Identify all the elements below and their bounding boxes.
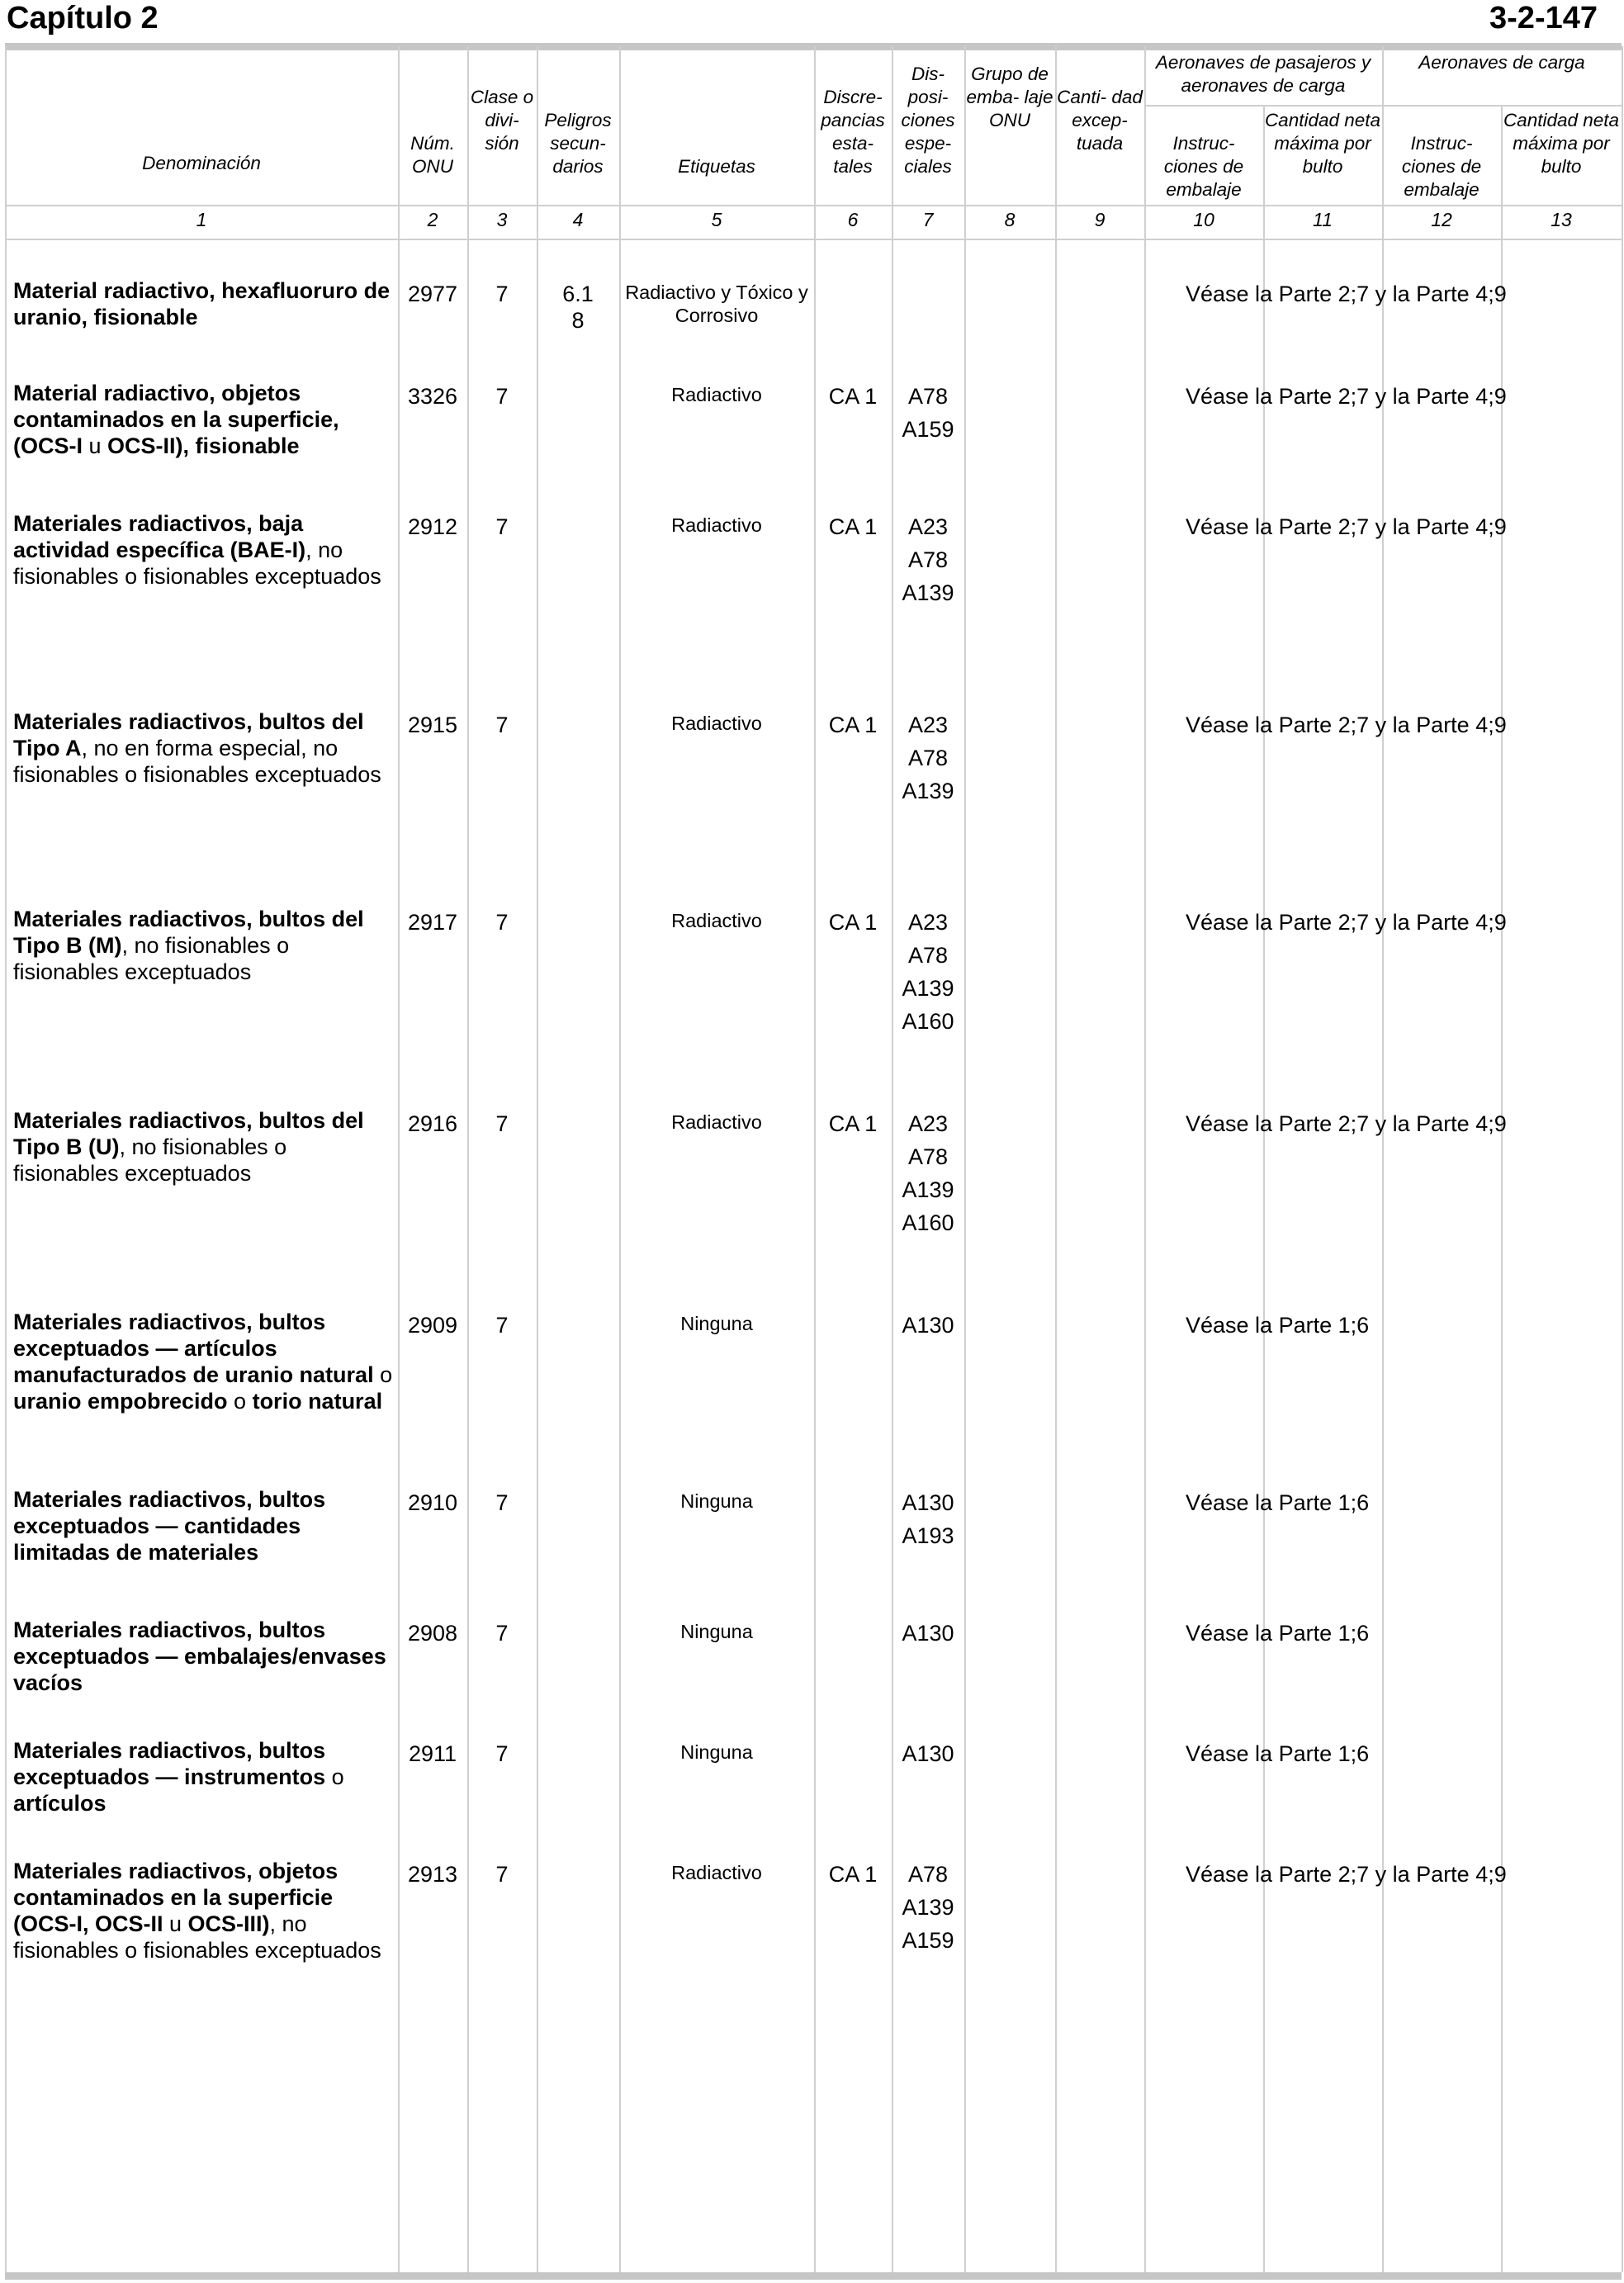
column-divider bbox=[467, 46, 469, 2272]
column-divider bbox=[1263, 106, 1265, 2272]
header-clase: Clase o divi- sión bbox=[470, 87, 534, 154]
column-number: 12 bbox=[1431, 209, 1452, 230]
row-see-reference: Véase la Parte 1;6 bbox=[1186, 1490, 1370, 1515]
row-un-number: 2917 bbox=[407, 910, 458, 935]
header-grupo-embalaje: Grupo de emba- laje ONU bbox=[966, 64, 1053, 130]
row-special-provisions: A78 A159 bbox=[902, 384, 954, 442]
row-labels: Ninguna bbox=[680, 1313, 753, 1334]
column-divider bbox=[1501, 106, 1503, 2272]
row-see-reference: Véase la Parte 2;7 y la Parte 4;9 bbox=[1186, 1111, 1507, 1136]
column-number: 13 bbox=[1551, 209, 1572, 230]
column-number: 10 bbox=[1193, 209, 1214, 230]
row-special-provisions: A130 bbox=[902, 1741, 954, 1766]
bottom-rule bbox=[5, 2272, 1622, 2280]
row-state-variations: CA 1 bbox=[828, 1862, 878, 1887]
column-divider bbox=[1144, 46, 1146, 2272]
row-state-variations: CA 1 bbox=[828, 910, 878, 935]
row-labels: Radiactivo bbox=[671, 713, 762, 734]
row-special-provisions: A130 bbox=[902, 1621, 954, 1646]
row-see-reference: Véase la Parte 2;7 y la Parte 4;9 bbox=[1186, 713, 1507, 737]
row-labels: Radiactivo bbox=[671, 910, 762, 931]
row-un-number: 2908 bbox=[407, 1621, 458, 1646]
row-class: 7 bbox=[495, 282, 509, 306]
column-divider bbox=[1622, 46, 1623, 2272]
header-disposiciones: Dis- posi- ciones espe- ciales bbox=[901, 64, 955, 177]
column-divider bbox=[1055, 46, 1057, 2272]
column-divider bbox=[964, 46, 966, 2272]
row-state-variations: CA 1 bbox=[828, 514, 878, 539]
row-state-variations: CA 1 bbox=[828, 1111, 878, 1136]
row-un-number: 2910 bbox=[407, 1490, 458, 1515]
row-class: 7 bbox=[495, 1313, 509, 1338]
row-labels: Radiactivo y Tóxico y Corrosivo bbox=[625, 282, 808, 326]
row-denominacion: Material radiactivo, hexafluoruro de uranio, fisionable bbox=[13, 278, 391, 329]
page-number: 3-2-147 bbox=[1489, 1, 1598, 36]
row-see-reference: Véase la Parte 2;7 y la Parte 4;9 bbox=[1186, 514, 1507, 539]
column-number: 6 bbox=[847, 209, 859, 230]
row-special-provisions: A23 A78 A139 bbox=[902, 514, 954, 605]
row-denominacion: Material radiactivo, objetos contaminados en la superficie, (OCS-I u OCS-II), fisionable bbox=[13, 381, 339, 458]
column-number: 4 bbox=[572, 209, 584, 230]
column-divider bbox=[814, 46, 816, 2272]
row-state-variations: CA 1 bbox=[828, 384, 878, 409]
row-see-reference: Véase la Parte 2;7 y la Parte 4;9 bbox=[1186, 910, 1507, 935]
column-divider bbox=[398, 46, 400, 2272]
row-special-provisions: A130 A193 bbox=[902, 1490, 954, 1548]
column-divider bbox=[1382, 46, 1384, 2272]
row-denominacion: Materiales radiactivos, bultos del Tipo B (U), no fisionables o fisionables exceptuados bbox=[13, 1108, 364, 1186]
row-un-number: 3326 bbox=[407, 384, 458, 409]
row-labels: Radiactivo bbox=[671, 1862, 762, 1883]
row-see-reference: Véase la Parte 2;7 y la Parte 4;9 bbox=[1186, 1862, 1507, 1887]
row-labels: Radiactivo bbox=[671, 384, 762, 405]
row-class: 7 bbox=[495, 1111, 509, 1136]
row-see-reference: Véase la Parte 1;6 bbox=[1186, 1621, 1370, 1646]
column-number-divider bbox=[5, 239, 1622, 240]
row-secondary-hazards: 6.1 8 bbox=[562, 282, 594, 333]
header-num-onu: Núm. ONU bbox=[410, 133, 455, 177]
row-denominacion: Materiales radiactivos, bultos exceptuados — cantidades limitadas de materiales bbox=[13, 1487, 326, 1565]
column-number: 3 bbox=[496, 209, 508, 230]
row-class: 7 bbox=[495, 713, 509, 737]
column-number: 2 bbox=[427, 209, 438, 230]
header-denominacion: Denominación bbox=[142, 153, 261, 173]
header-etiquetas: Etiquetas bbox=[678, 156, 755, 177]
row-denominacion: Materiales radiactivos, bultos exceptuados — artículos manufacturados de uranio natural o uranio empobrecido o torio natural bbox=[13, 1310, 393, 1414]
column-divider bbox=[5, 46, 7, 2272]
row-denominacion: Materiales radiactivos, bultos exceptuados — instrumentos o artículos bbox=[13, 1738, 344, 1816]
group-divider bbox=[1144, 105, 1622, 107]
row-denominacion: Materiales radiactivos, bultos del Tipo A, no en forma especial, no fisionables o fisionables exceptuados bbox=[13, 709, 381, 787]
row-un-number: 2915 bbox=[407, 713, 458, 737]
row-class: 7 bbox=[495, 1621, 509, 1646]
header-group-cargo: Aeronaves de carga bbox=[1418, 52, 1585, 73]
row-un-number: 2916 bbox=[407, 1111, 458, 1136]
row-un-number: 2913 bbox=[407, 1862, 458, 1887]
row-see-reference: Véase la Parte 1;6 bbox=[1186, 1741, 1370, 1766]
row-state-variations: CA 1 bbox=[828, 713, 878, 737]
header-cantidad-carga: Cantidad neta máxima por bulto bbox=[1503, 110, 1620, 177]
header-cantidad-exceptuada: Canti- dad excep- tuada bbox=[1057, 87, 1143, 154]
column-number: 7 bbox=[922, 209, 934, 230]
row-labels: Radiactivo bbox=[671, 514, 762, 536]
column-divider bbox=[537, 46, 538, 2272]
row-un-number: 2909 bbox=[407, 1313, 458, 1338]
row-see-reference: Véase la Parte 2;7 y la Parte 4;9 bbox=[1186, 384, 1507, 409]
column-number: 9 bbox=[1094, 209, 1106, 230]
row-see-reference: Véase la Parte 1;6 bbox=[1186, 1313, 1370, 1338]
row-special-provisions: A23 A78 A139 A160 bbox=[902, 910, 954, 1034]
header-discrepancias: Discre- pancias esta- tales bbox=[821, 87, 885, 177]
column-number: 11 bbox=[1313, 209, 1333, 230]
row-class: 7 bbox=[495, 514, 509, 539]
row-un-number: 2911 bbox=[408, 1741, 457, 1766]
column-number: 1 bbox=[196, 209, 207, 230]
row-labels: Radiactivo bbox=[671, 1111, 762, 1133]
header-cantidad-pasajeros: Cantidad neta máxima por bulto bbox=[1264, 110, 1381, 177]
header-group-passenger: Aeronaves de pasajeros y aeronaves de carga bbox=[1155, 52, 1371, 96]
row-class: 7 bbox=[495, 1862, 509, 1887]
row-denominacion: Materiales radiactivos, objetos contaminados en la superficie (OCS-I, OCS-II u OCS-III), no fisionables o fisionables exceptuados bbox=[13, 1859, 381, 1963]
row-class: 7 bbox=[495, 910, 509, 935]
header-instrucciones-carga: Instruc- ciones de embalaje bbox=[1401, 133, 1482, 200]
row-class: 7 bbox=[495, 384, 509, 409]
row-special-provisions: A130 bbox=[902, 1313, 954, 1338]
row-denominacion: Materiales radiactivos, bultos del Tipo B (M), no fisionables o fisionables exceptuados bbox=[13, 907, 364, 984]
column-number: 5 bbox=[711, 209, 722, 230]
row-labels: Ninguna bbox=[680, 1490, 753, 1512]
row-un-number: 2912 bbox=[407, 514, 458, 539]
row-class: 7 bbox=[495, 1741, 509, 1766]
row-denominacion: Materiales radiactivos, baja actividad específica (BAE-I), no fisionables o fisionables exceptuados bbox=[13, 511, 381, 589]
row-special-provisions: A78 A139 A159 bbox=[902, 1862, 954, 1953]
top-rule bbox=[5, 43, 1622, 50]
header-instrucciones-pasajeros: Instruc- ciones de embalaje bbox=[1163, 133, 1244, 200]
header-peligros: Peligros secun- darios bbox=[544, 110, 612, 177]
row-special-provisions: A23 A78 A139 bbox=[902, 713, 954, 803]
column-divider bbox=[619, 46, 621, 2272]
row-see-reference: Véase la Parte 2;7 y la Parte 4;9 bbox=[1186, 282, 1507, 306]
row-special-provisions: A23 A78 A139 A160 bbox=[902, 1111, 954, 1235]
row-labels: Ninguna bbox=[680, 1741, 753, 1763]
row-class: 7 bbox=[495, 1490, 509, 1515]
row-un-number: 2977 bbox=[407, 282, 458, 306]
chapter-title: Capítulo 2 bbox=[7, 1, 159, 36]
header-divider bbox=[5, 205, 1622, 206]
row-denominacion: Materiales radiactivos, bultos exceptuados — embalajes/envases vacíos bbox=[13, 1618, 386, 1695]
row-labels: Ninguna bbox=[680, 1621, 753, 1642]
column-number: 8 bbox=[1004, 209, 1016, 230]
